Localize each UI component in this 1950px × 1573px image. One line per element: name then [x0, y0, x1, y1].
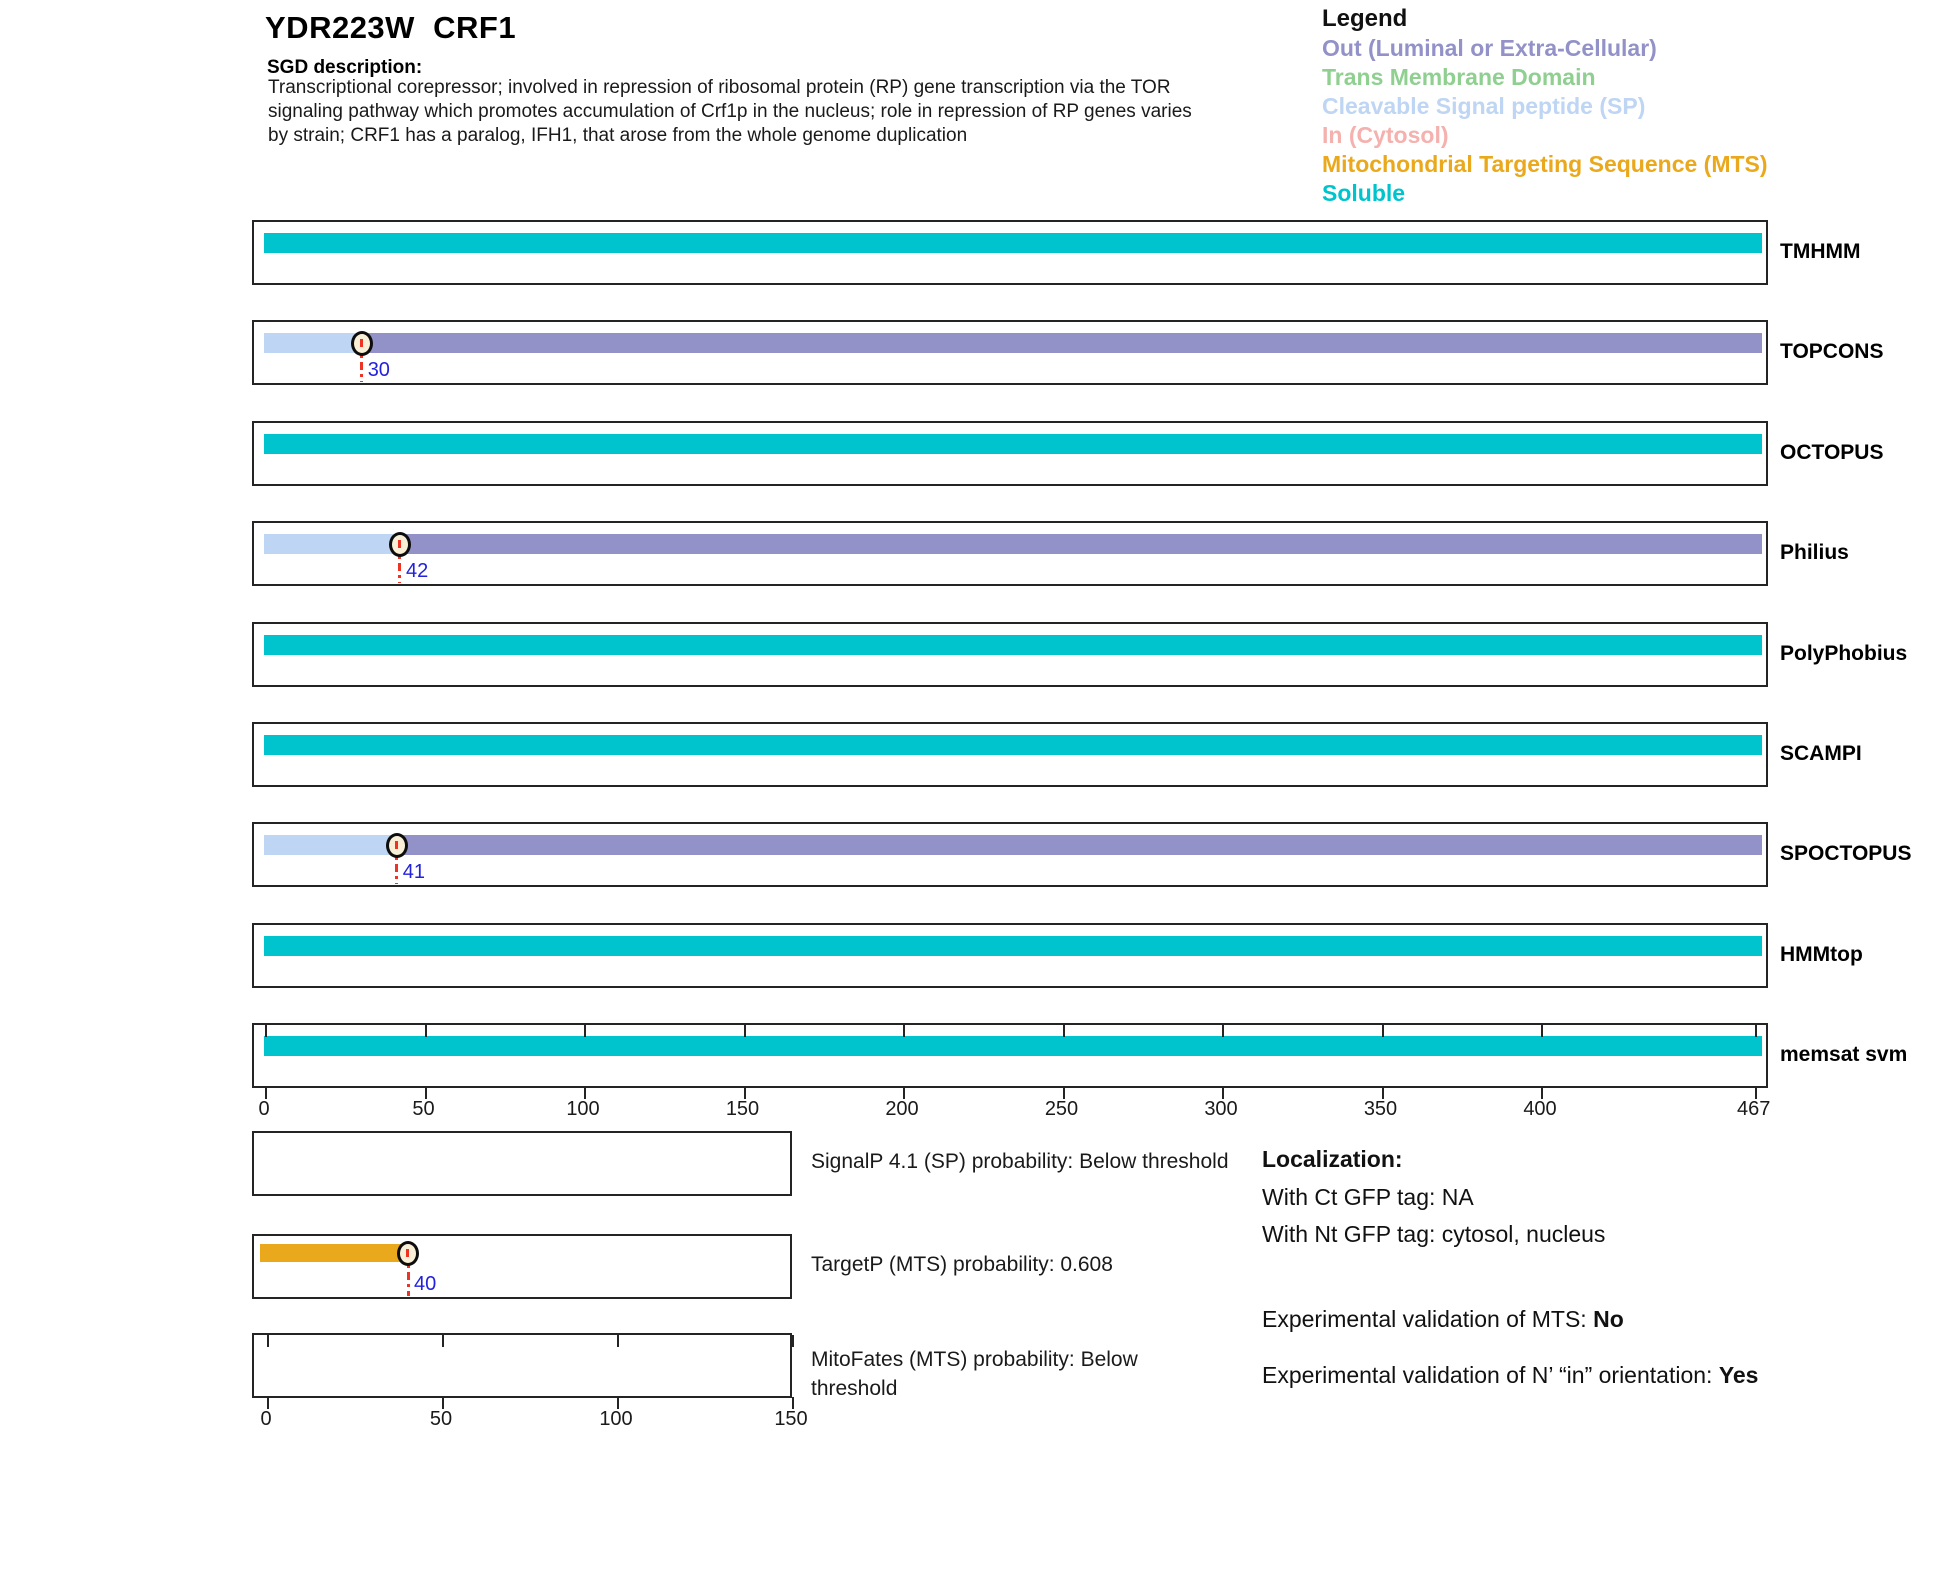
main-axis-tick-label: 350 [1363, 1098, 1398, 1120]
topology-segment-out [397, 835, 1762, 855]
axis-tick [744, 1025, 746, 1037]
track-box-philius [252, 521, 1768, 586]
main-axis-tick-label: 250 [1044, 1098, 1079, 1120]
track-label-octopus: OCTOPUS [1780, 441, 1884, 464]
marker-position-label: 40 [414, 1273, 437, 1295]
topology-segment-mts [260, 1244, 408, 1262]
marker-inner-dash [395, 841, 398, 849]
topology-segment-soluble [264, 635, 1762, 655]
sgd-description-heading: SGD description: [267, 57, 423, 78]
axis-tick [617, 1335, 619, 1347]
main-axis-tick-label: 0 [258, 1098, 270, 1120]
main-axis-tick-label: 300 [1204, 1098, 1238, 1120]
axis-tick [1541, 1025, 1543, 1037]
probability-label-targetp: TargetP (MTS) probability: 0.608 [811, 1253, 1113, 1276]
legend-item-out-luminal-or-extra-cellular-: Out (Luminal or Extra-Cellular) [1322, 35, 1657, 61]
track-label-tmhmm: TMHMM [1780, 240, 1861, 263]
track-label-polyphobius: PolyPhobius [1780, 642, 1908, 665]
axis-tick [265, 1025, 267, 1037]
mts-validation-value: No [1593, 1306, 1624, 1332]
topology-segment-soluble [264, 1036, 1762, 1056]
marker-position-label: 41 [402, 861, 426, 883]
topology-segment-sp [264, 835, 397, 855]
topology-segment-out [400, 534, 1762, 554]
track-box-spoctopus [252, 822, 1768, 887]
probability-label-mitofates: threshold [811, 1377, 898, 1400]
track-box-polyphobius [252, 622, 1768, 687]
probability-axis-tick-label: 0 [260, 1408, 272, 1430]
track-label-memsat-svm: memsat svm [1780, 1043, 1908, 1066]
orientation-validation-value: Yes [1718, 1362, 1759, 1388]
topology-segment-soluble [264, 233, 1762, 253]
track-box-topcons [252, 320, 1768, 385]
topology-segment-sp [264, 534, 400, 554]
track-label-scampi: SCAMPI [1780, 742, 1862, 765]
track-box-scampi [252, 722, 1768, 787]
track-box-targetp [252, 1234, 792, 1299]
track-box-octopus [252, 421, 1768, 486]
track-box-tmhmm [252, 220, 1768, 285]
marker-position-label: 42 [405, 560, 429, 582]
main-axis-tick-label: 200 [885, 1098, 919, 1120]
marker-circle [351, 331, 373, 356]
topology-segment-soluble [264, 936, 1762, 956]
main-axis-tick-label: 150 [725, 1098, 760, 1120]
marker-circle [389, 532, 411, 557]
marker-circle [397, 1241, 419, 1266]
topology-segment-sp [264, 333, 362, 353]
probability-axis-tick-label: 50 [429, 1408, 453, 1430]
localization-heading: Localization: [1262, 1146, 1403, 1172]
orientation-validation-text: Experimental validation of N’ “in” orientation: [1262, 1362, 1719, 1388]
localization-nt-gfp: With Nt GFP tag: cytosol, nucleus [1262, 1221, 1606, 1247]
main-axis-tick-label: 400 [1523, 1098, 1557, 1120]
axis-tick [1755, 1025, 1757, 1037]
axis-tick [584, 1025, 586, 1037]
legend-item-cleavable-signal-peptide-sp-: Cleavable Signal peptide (SP) [1322, 93, 1646, 119]
probability-label-mitofates: MitoFates (MTS) probability: Below [811, 1348, 1138, 1371]
topology-segment-soluble [264, 735, 1762, 755]
main-axis-tick-label: 100 [566, 1098, 600, 1120]
mts-validation-text: Experimental validation of MTS: [1262, 1306, 1594, 1332]
sgd-description-line: signaling pathway which promotes accumulation of Crf1p in the nucleus; role in repression of RP genes varies [268, 101, 1192, 122]
track-label-spoctopus: SPOCTOPUS [1780, 842, 1912, 865]
marker-inner-dash [398, 540, 401, 548]
main-axis-tick-label: 50 [412, 1098, 435, 1120]
legend-item-mitochondrial-targeting-sequence-mts-: Mitochondrial Targeting Sequence (MTS) [1322, 151, 1768, 177]
track-box-hmmtop [252, 923, 1768, 988]
track-label-philius: Philius [1780, 541, 1849, 564]
sgd-description-line: Transcriptional corepressor; involved in repression of ribosomal protein (RP) gene transcription via the TOR [268, 77, 1171, 98]
topology-segment-soluble [264, 434, 1762, 454]
marker-inner-dash [406, 1249, 409, 1257]
topology-segment-out [362, 333, 1762, 353]
probability-axis-tick-label: 100 [599, 1408, 633, 1430]
localization-orientation-validation [1262, 1362, 1758, 1389]
axis-tick [425, 1025, 427, 1037]
track-label-hmmtop: HMMtop [1780, 943, 1863, 966]
sgd-description-line: by strain; CRF1 has a paralog, IFH1, that arose from the whole genome duplication [268, 125, 968, 146]
legend-title: Legend [1322, 5, 1408, 32]
page-title: YDR223W CRF1 [265, 10, 517, 45]
legend-item-in-cytosol-: In (Cytosol) [1322, 122, 1449, 148]
track-box-signalp [252, 1131, 792, 1196]
axis-tick [442, 1335, 444, 1347]
track-box-mitofates [252, 1333, 792, 1398]
marker-circle [386, 833, 408, 858]
axis-tick [1382, 1025, 1384, 1037]
axis-tick [1063, 1025, 1065, 1037]
localization-mts-validation [1262, 1306, 1624, 1333]
legend-item-soluble: Soluble [1322, 180, 1406, 206]
track-label-topcons: TOPCONS [1780, 340, 1884, 363]
axis-tick [903, 1025, 905, 1037]
track-box-memsat-svm [252, 1023, 1768, 1088]
axis-tick [792, 1335, 794, 1347]
probability-label-signalp: SignalP 4.1 (SP) probability: Below threshold [811, 1150, 1229, 1173]
marker-position-label: 30 [367, 359, 390, 381]
legend-item-trans-membrane-domain: Trans Membrane Domain [1322, 64, 1596, 90]
axis-tick [1222, 1025, 1224, 1037]
localization-ct-gfp: With Ct GFP tag: NA [1262, 1184, 1474, 1210]
legend [1322, 4, 1768, 208]
marker-inner-dash [360, 339, 363, 347]
axis-tick [267, 1335, 269, 1347]
main-axis-tick-label: 467 [1737, 1098, 1771, 1120]
probability-axis-tick-label: 150 [774, 1408, 808, 1430]
